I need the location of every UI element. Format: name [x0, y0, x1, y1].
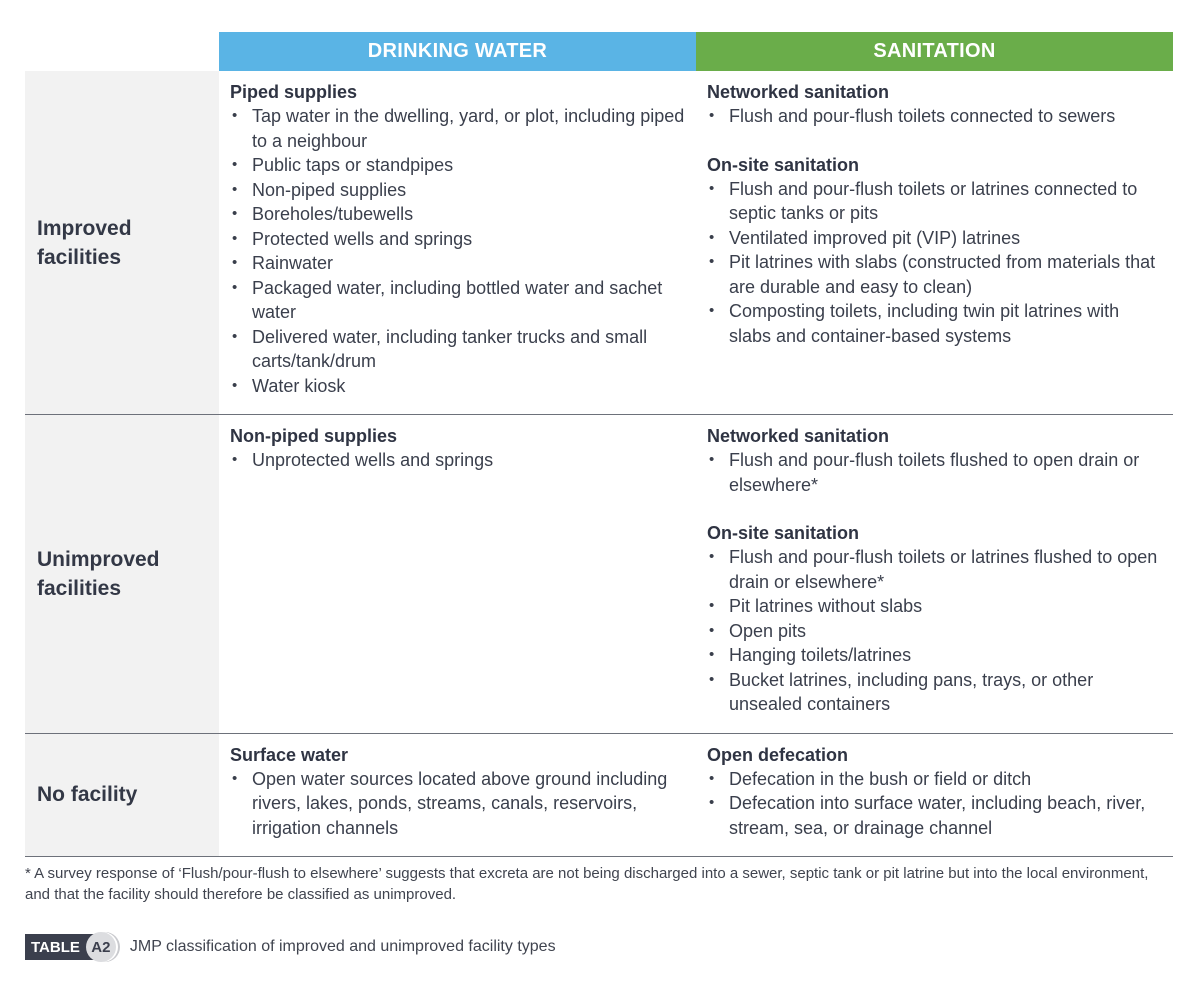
footnote: * A survey response of ‘Flush/pour-flush to elsewhere’ suggests that excreta are not being discharged into a sewer, septic tank or pit latrine but into the local environment, and that the facility should therefore be classified as unimproved.: [25, 865, 1149, 903]
category-heading: Networked sanitation: [707, 82, 890, 102]
sanitation-cell: [696, 71, 1173, 415]
sanitation-cell: [696, 733, 1173, 857]
drinking-water-cell: [219, 71, 696, 415]
table-tag-label: TABLE: [31, 938, 80, 956]
header-drinking-water: DRINKING WATER: [219, 32, 696, 71]
list-item: • Ventilated improved pit (VIP) latrines: [707, 226, 1163, 251]
bullet-list: [707, 767, 1163, 841]
table-caption: [25, 930, 556, 964]
row-label: Unimproved facilities: [25, 415, 219, 734]
list-item: • Delivered water, including tanker trucks and small carts/tank/drum: [230, 325, 686, 374]
classification-table: [25, 32, 1173, 857]
list-item: • Open pits: [707, 619, 1163, 644]
list-item: • Boreholes/tubewells: [230, 202, 686, 227]
table-row: [25, 415, 1173, 734]
list-item: • Open water sources located above ground including rivers, lakes, ponds, streams, canals, reservoirs, irrigation channels: [230, 767, 686, 841]
list-item: • Flush and pour-flush toilets flushed to open drain or elsewhere*: [707, 448, 1163, 497]
list-item: • Hanging toilets/latrines: [707, 643, 1163, 668]
list-item: • Rainwater: [230, 251, 686, 276]
category-heading: Networked sanitation: [707, 426, 890, 446]
list-item: • Public taps or standpipes: [230, 153, 686, 178]
table-body: [25, 71, 1173, 857]
list-item: • Pit latrines with slabs (constructed from materials that are durable and easy to clean): [707, 250, 1163, 299]
list-item: • Water kiosk: [230, 374, 686, 399]
drinking-water-cell: [219, 733, 696, 857]
category-heading: On-site sanitation: [707, 523, 860, 543]
header-sanitation: SANITATION: [696, 32, 1173, 71]
table-corner: [25, 32, 219, 71]
bullet-list: [707, 177, 1163, 349]
list-item: • Pit latrines without slabs: [707, 594, 1163, 619]
category-heading: Surface water: [230, 744, 349, 765]
bullet-list: [707, 104, 1163, 129]
bullet-list: [230, 104, 686, 398]
list-item: • Defecation in the bush or field or ditch: [707, 767, 1163, 792]
drinking-water-cell: [219, 415, 696, 734]
table-row: [25, 733, 1173, 857]
category-heading: On-site sanitation: [707, 154, 860, 175]
list-item: • Protected wells and springs: [230, 227, 686, 252]
category-heading: Piped supplies: [230, 82, 358, 102]
table-tag: [25, 934, 111, 960]
row-label: No facility: [25, 733, 219, 857]
list-item: • Flush and pour-flush toilets connected to sewers: [707, 104, 1163, 129]
caption-text: JMP classification of improved and unimproved facility types: [129, 938, 556, 955]
sanitation-cell: [696, 415, 1173, 734]
bullet-list: [230, 767, 686, 841]
list-item: • Flush and pour-flush toilets or latrines connected to septic tanks or pits: [707, 177, 1163, 226]
bullet-list: [230, 448, 686, 473]
list-item: • Packaged water, including bottled water and sachet water: [230, 276, 686, 325]
list-item: • Defecation into surface water, including beach, river, stream, sea, or drainage channel: [707, 791, 1163, 840]
list-item: • Composting toilets, including twin pit latrines with slabs and container-based systems: [707, 299, 1163, 348]
list-item: • Non-piped supplies: [230, 178, 686, 203]
category-heading: Open defecation: [707, 744, 849, 765]
list-item: • Bucket latrines, including pans, trays, or other unsealed containers: [707, 668, 1163, 717]
bullet-list: [707, 545, 1163, 717]
bullet-list: [707, 448, 1163, 497]
category-heading: Non-piped supplies: [230, 426, 398, 446]
table-number-badge: A2: [86, 932, 116, 962]
row-label: Improved facilities: [25, 71, 219, 415]
table-row: [25, 71, 1173, 415]
list-item: • Flush and pour-flush toilets or latrines flushed to open drain or elsewhere*: [707, 545, 1163, 594]
list-item: • Unprotected wells and springs: [230, 448, 686, 473]
list-item: • Tap water in the dwelling, yard, or plot, including piped to a neighbour: [230, 104, 686, 153]
